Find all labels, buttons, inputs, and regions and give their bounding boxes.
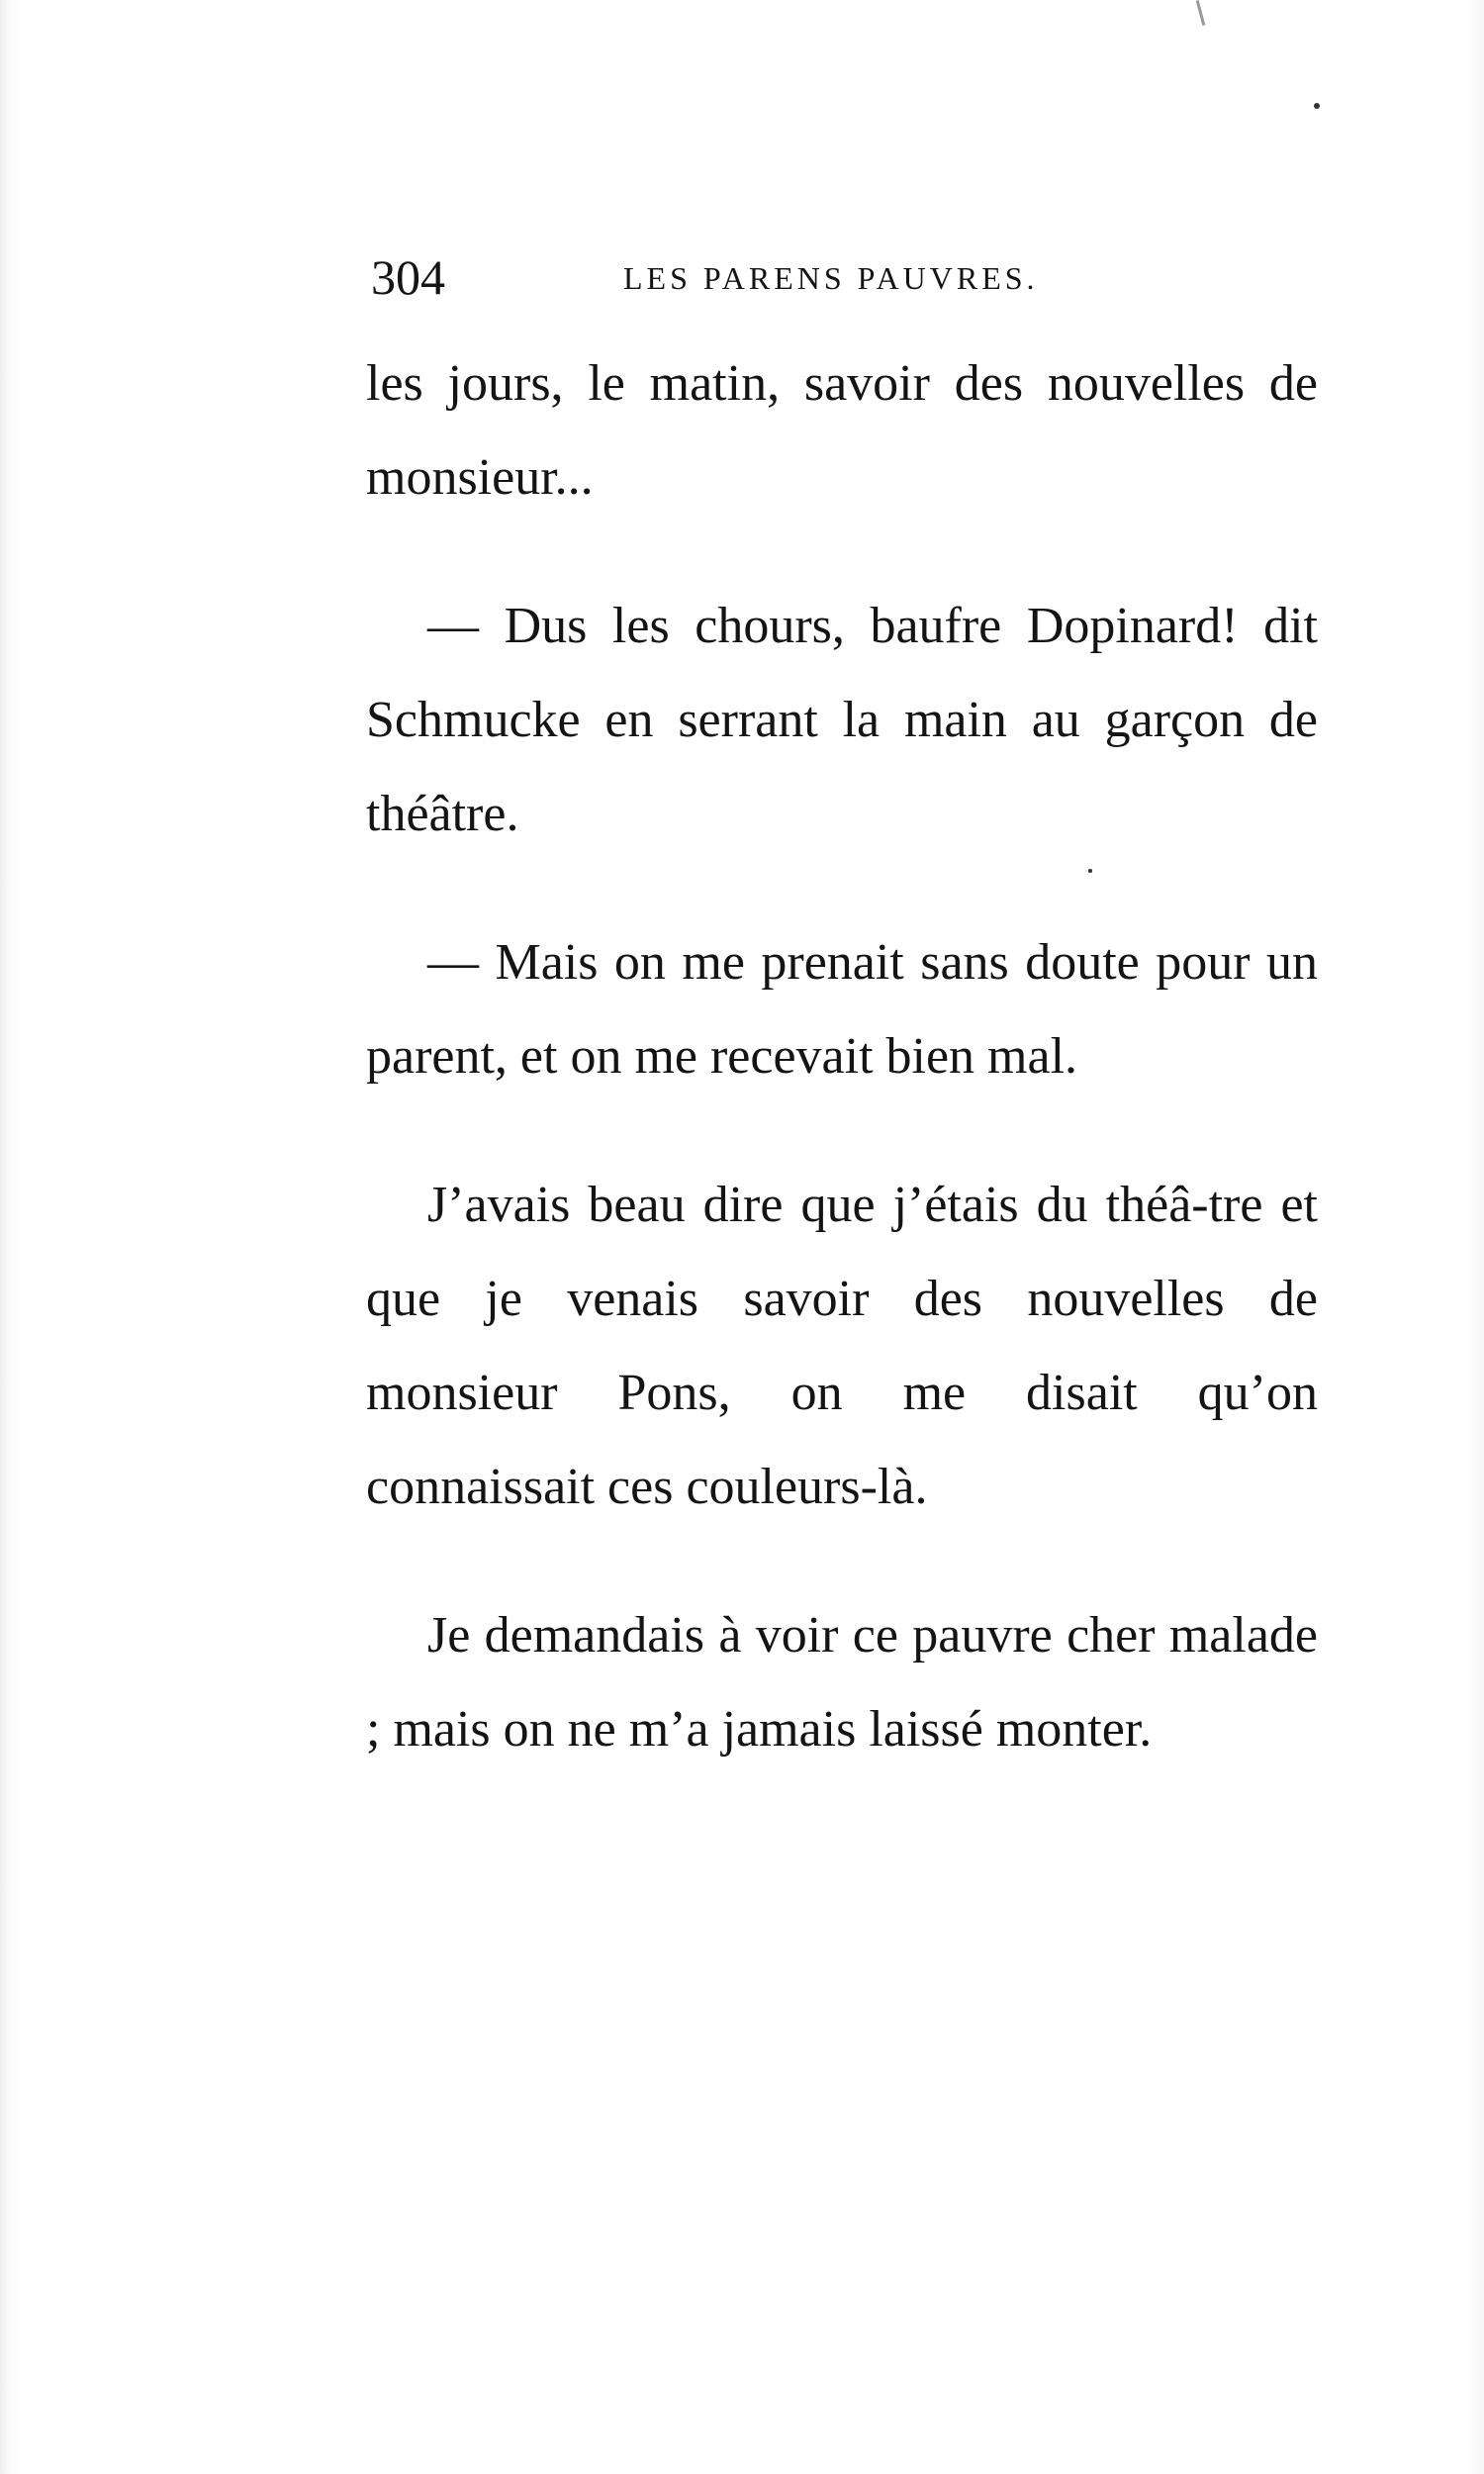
paragraph-dialogue-topinard: — Mais on me prenait sans doute pour un parent, et on me recevait bien mal. xyxy=(366,934,1318,1085)
page-header xyxy=(371,247,1083,307)
running-title: LES PARENS PAUVRES. xyxy=(623,260,1039,296)
body-text xyxy=(366,336,1318,1831)
scan-edge-mark xyxy=(1196,0,1206,26)
ink-speck xyxy=(1314,103,1320,109)
page-number: 304 xyxy=(371,249,445,305)
paragraph-malade: Je demandais à voir ce pauvre cher malade ; mais on ne m’a jamais laissé monter. xyxy=(366,1607,1318,1758)
paragraph-theatre: J’avais beau dire que j’étais du théâ-tre et que je venais savoir des nouvelles de monsieur Pons, on me disait qu’on connaissait ces couleurs-là. xyxy=(366,1177,1318,1515)
paragraph-dialogue-schmucke: — Dus les chours, baufre Dopinard! dit Schmucke en serrant la main au garçon de théâtre. xyxy=(366,598,1318,842)
paragraph-continuation: les jours, le matin, savoir des nouvelles de monsieur... xyxy=(366,355,1318,506)
